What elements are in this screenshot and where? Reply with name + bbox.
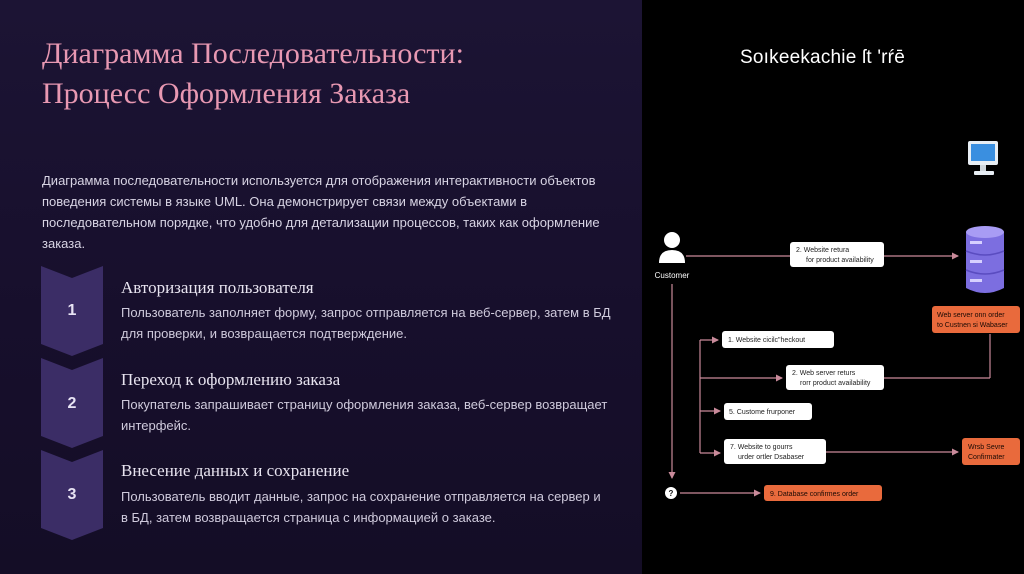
monitor-icon xyxy=(968,141,998,175)
step-3-description: Пользователь вводит данные, запрос на сохранение отправляется на сервер и в БД, затем возвращается страница с информацией о заказе. xyxy=(121,489,601,525)
step-2-title: Переход к оформлению заказа xyxy=(121,370,341,389)
step-1-description: Пользователь заполняет форму, запрос отправляется на веб-сервер, затем в БД для проверки, и возвращается подтверждение. xyxy=(121,305,611,341)
msg-1-text: 1. Website cicilc"heckout xyxy=(728,337,806,344)
title-line-2: Процесс Оформления Заказа xyxy=(42,77,411,110)
step-3-title: Внесение данных и сохранение xyxy=(121,461,350,480)
orange-mid-line1: Wrsb Sevre xyxy=(968,444,1005,451)
msg-2-line2: rorr product availability xyxy=(800,380,871,387)
diagram-title: Soıkeekachie ſt 'rŕē xyxy=(740,47,905,68)
intro-paragraph: Диаграмма последовательности используется для отображения интерактивности объектов поведения системы в языке UML. Она демонстрирует связи между объектами в последовательном порядке, что удобно для детализации процессов, таких как оформление заказа. xyxy=(42,173,600,251)
step-1-title: Авторизация пользователя xyxy=(121,278,314,297)
orange-top-line2: to Custnen si Wabaser xyxy=(937,322,1008,329)
customer-icon xyxy=(659,232,685,263)
msg-7-line2: urder ortler Dsabaser xyxy=(738,454,805,461)
msg-top-line1: 2. Website retura xyxy=(796,247,850,254)
customer-label: Customer xyxy=(654,271,690,280)
step-2-description: Покупатель запрашивает страницу оформления заказа, веб-сервер возвращает интерфейс. xyxy=(121,397,608,433)
msg-5-text: 5. Custome frurponer xyxy=(729,409,796,416)
step-1-number: 1 xyxy=(67,302,77,319)
step-2-number: 2 xyxy=(67,395,77,412)
step-3-number: 3 xyxy=(67,486,77,503)
title-line-1: Диаграмма Последовательности: xyxy=(42,37,464,70)
msg-top-line2: for product availability xyxy=(806,257,874,264)
orange-mid-line2: Confirmater xyxy=(968,454,1005,461)
msg-7-line1: 7. Website to gourrs xyxy=(730,444,793,451)
msg-9-text: 9. Database confirmes order xyxy=(770,491,859,498)
database-icon xyxy=(966,226,1004,293)
orange-top-line1: Web server onn order xyxy=(937,312,1005,319)
msg-2-line1: 2. Web server returs xyxy=(792,370,856,377)
question-mark: ? xyxy=(668,489,674,498)
